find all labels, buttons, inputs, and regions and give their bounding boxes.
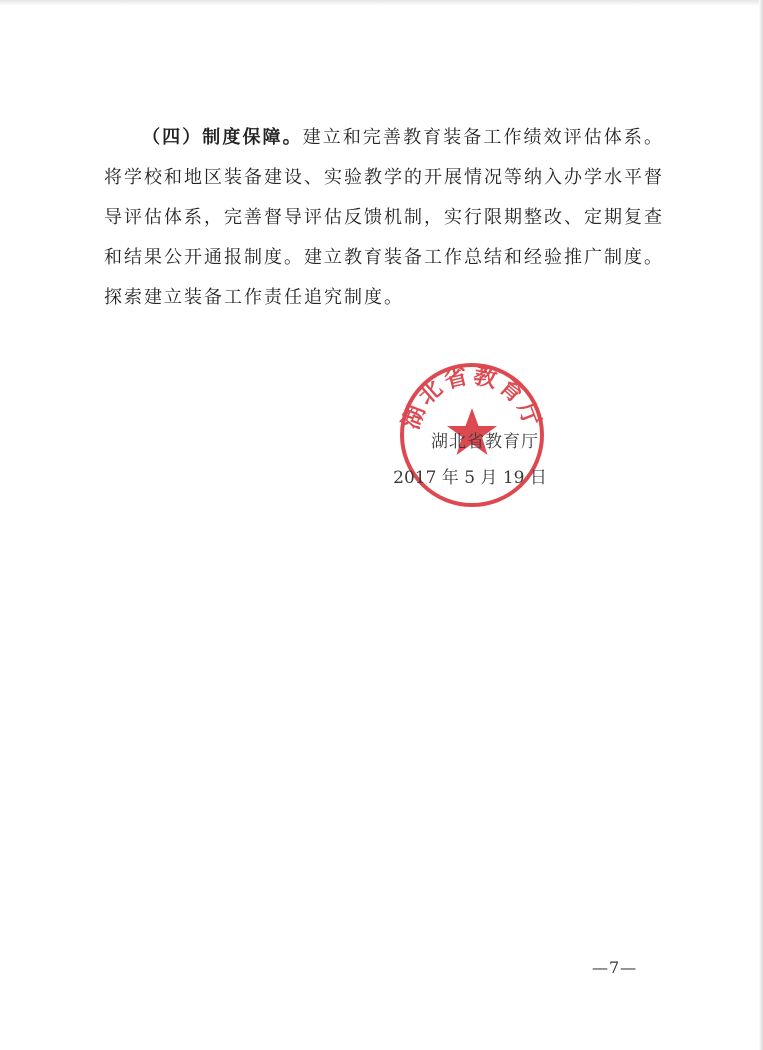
page-number: —7— [592,958,638,977]
section-heading: （四）制度保障。 [142,127,303,148]
signature-block [360,424,580,496]
signature-organization: 湖北省教育厅 [431,432,539,452]
seal-text: 湖北省教育厅 [398,362,546,433]
paragraph-text: 建立和完善教育装备工作绩效评估体系。将学校和地区装备建设、实验教学的开展情况等纳入办学水平督导评估体系，完善督导评估反馈机制，实行限期整改、定期复查和结果公开通报制度。建立教育装备工作总结和经验推广制度。探索建立装备工作责任追究制度。 [104,127,665,308]
body-paragraph [104,118,664,318]
signature-date: 2017 年 5 月 19 日 [393,468,547,488]
scan-shadow-top [0,0,763,6]
scan-shadow-right [759,0,763,1050]
